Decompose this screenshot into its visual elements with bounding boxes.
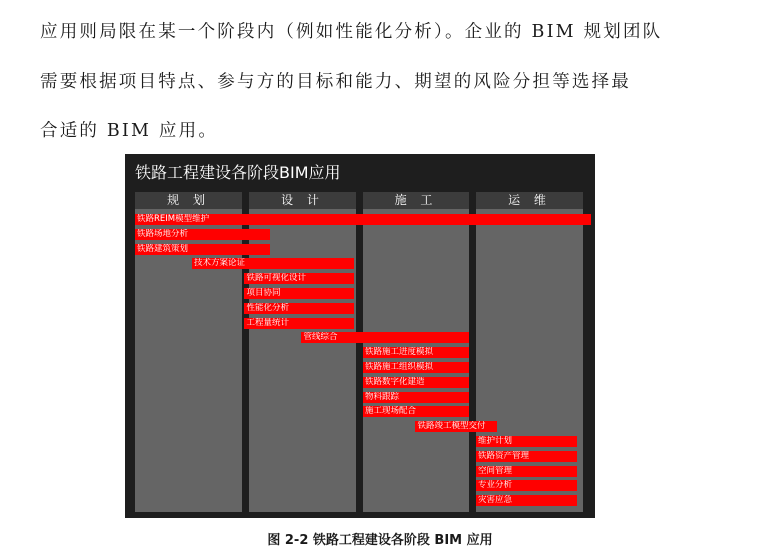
task-bar: 铁路可视化设计 xyxy=(244,273,353,284)
task-bar: 维护计划 xyxy=(476,436,577,447)
phase-column-planning xyxy=(135,192,242,512)
task-bar: 物料跟踪 xyxy=(363,392,469,403)
phase-header: 运 维 xyxy=(476,192,583,209)
task-bar: 管线综合 xyxy=(301,332,469,343)
paragraph-line: 应用则局限在某一个阶段内（例如性能化分析）。企业的 BIM 规划团队 xyxy=(40,22,663,42)
figure-caption: 图 2-2 铁路工程建设各阶段 BIM 应用 xyxy=(267,533,493,548)
task-bar: 项目协同 xyxy=(244,288,353,299)
task-bar: 灾害应急 xyxy=(476,495,577,506)
task-bar: 工程量统计 xyxy=(244,318,353,329)
phase-column-design xyxy=(249,192,356,512)
figure-title: 铁路工程建设各阶段BIM应用 xyxy=(135,163,341,182)
task-bar: 铁路REIM模型维护 xyxy=(135,214,591,225)
phase-header: 施 工 xyxy=(363,192,469,209)
task-bar: 铁路数字化建造 xyxy=(363,377,469,388)
phase-header: 规 划 xyxy=(135,192,242,209)
bim-phase-figure xyxy=(125,154,595,518)
task-bar: 专业分析 xyxy=(476,480,577,491)
task-bar: 施工现场配合 xyxy=(363,406,469,417)
task-bar: 铁路施工进度模拟 xyxy=(363,347,469,358)
task-bar: 铁路建筑策划 xyxy=(135,244,270,255)
task-bar: 铁路资产管理 xyxy=(476,451,577,462)
task-bar: 空间管理 xyxy=(476,466,577,477)
task-bar: 技术方案论证 xyxy=(192,258,354,269)
task-bar: 性能化分析 xyxy=(244,303,353,314)
phase-header: 设 计 xyxy=(249,192,356,209)
phase-column-operation xyxy=(476,192,583,512)
task-bar: 铁路场地分析 xyxy=(135,229,270,240)
paragraph-line: 需要根据项目特点、参与方的目标和能力、期望的风险分担等选择最 xyxy=(40,72,631,92)
paragraph-line: 合适的 BIM 应用。 xyxy=(40,121,219,141)
task-bar: 铁路竣工模型交付 xyxy=(415,421,496,432)
task-bar: 铁路施工组织模拟 xyxy=(363,362,469,373)
